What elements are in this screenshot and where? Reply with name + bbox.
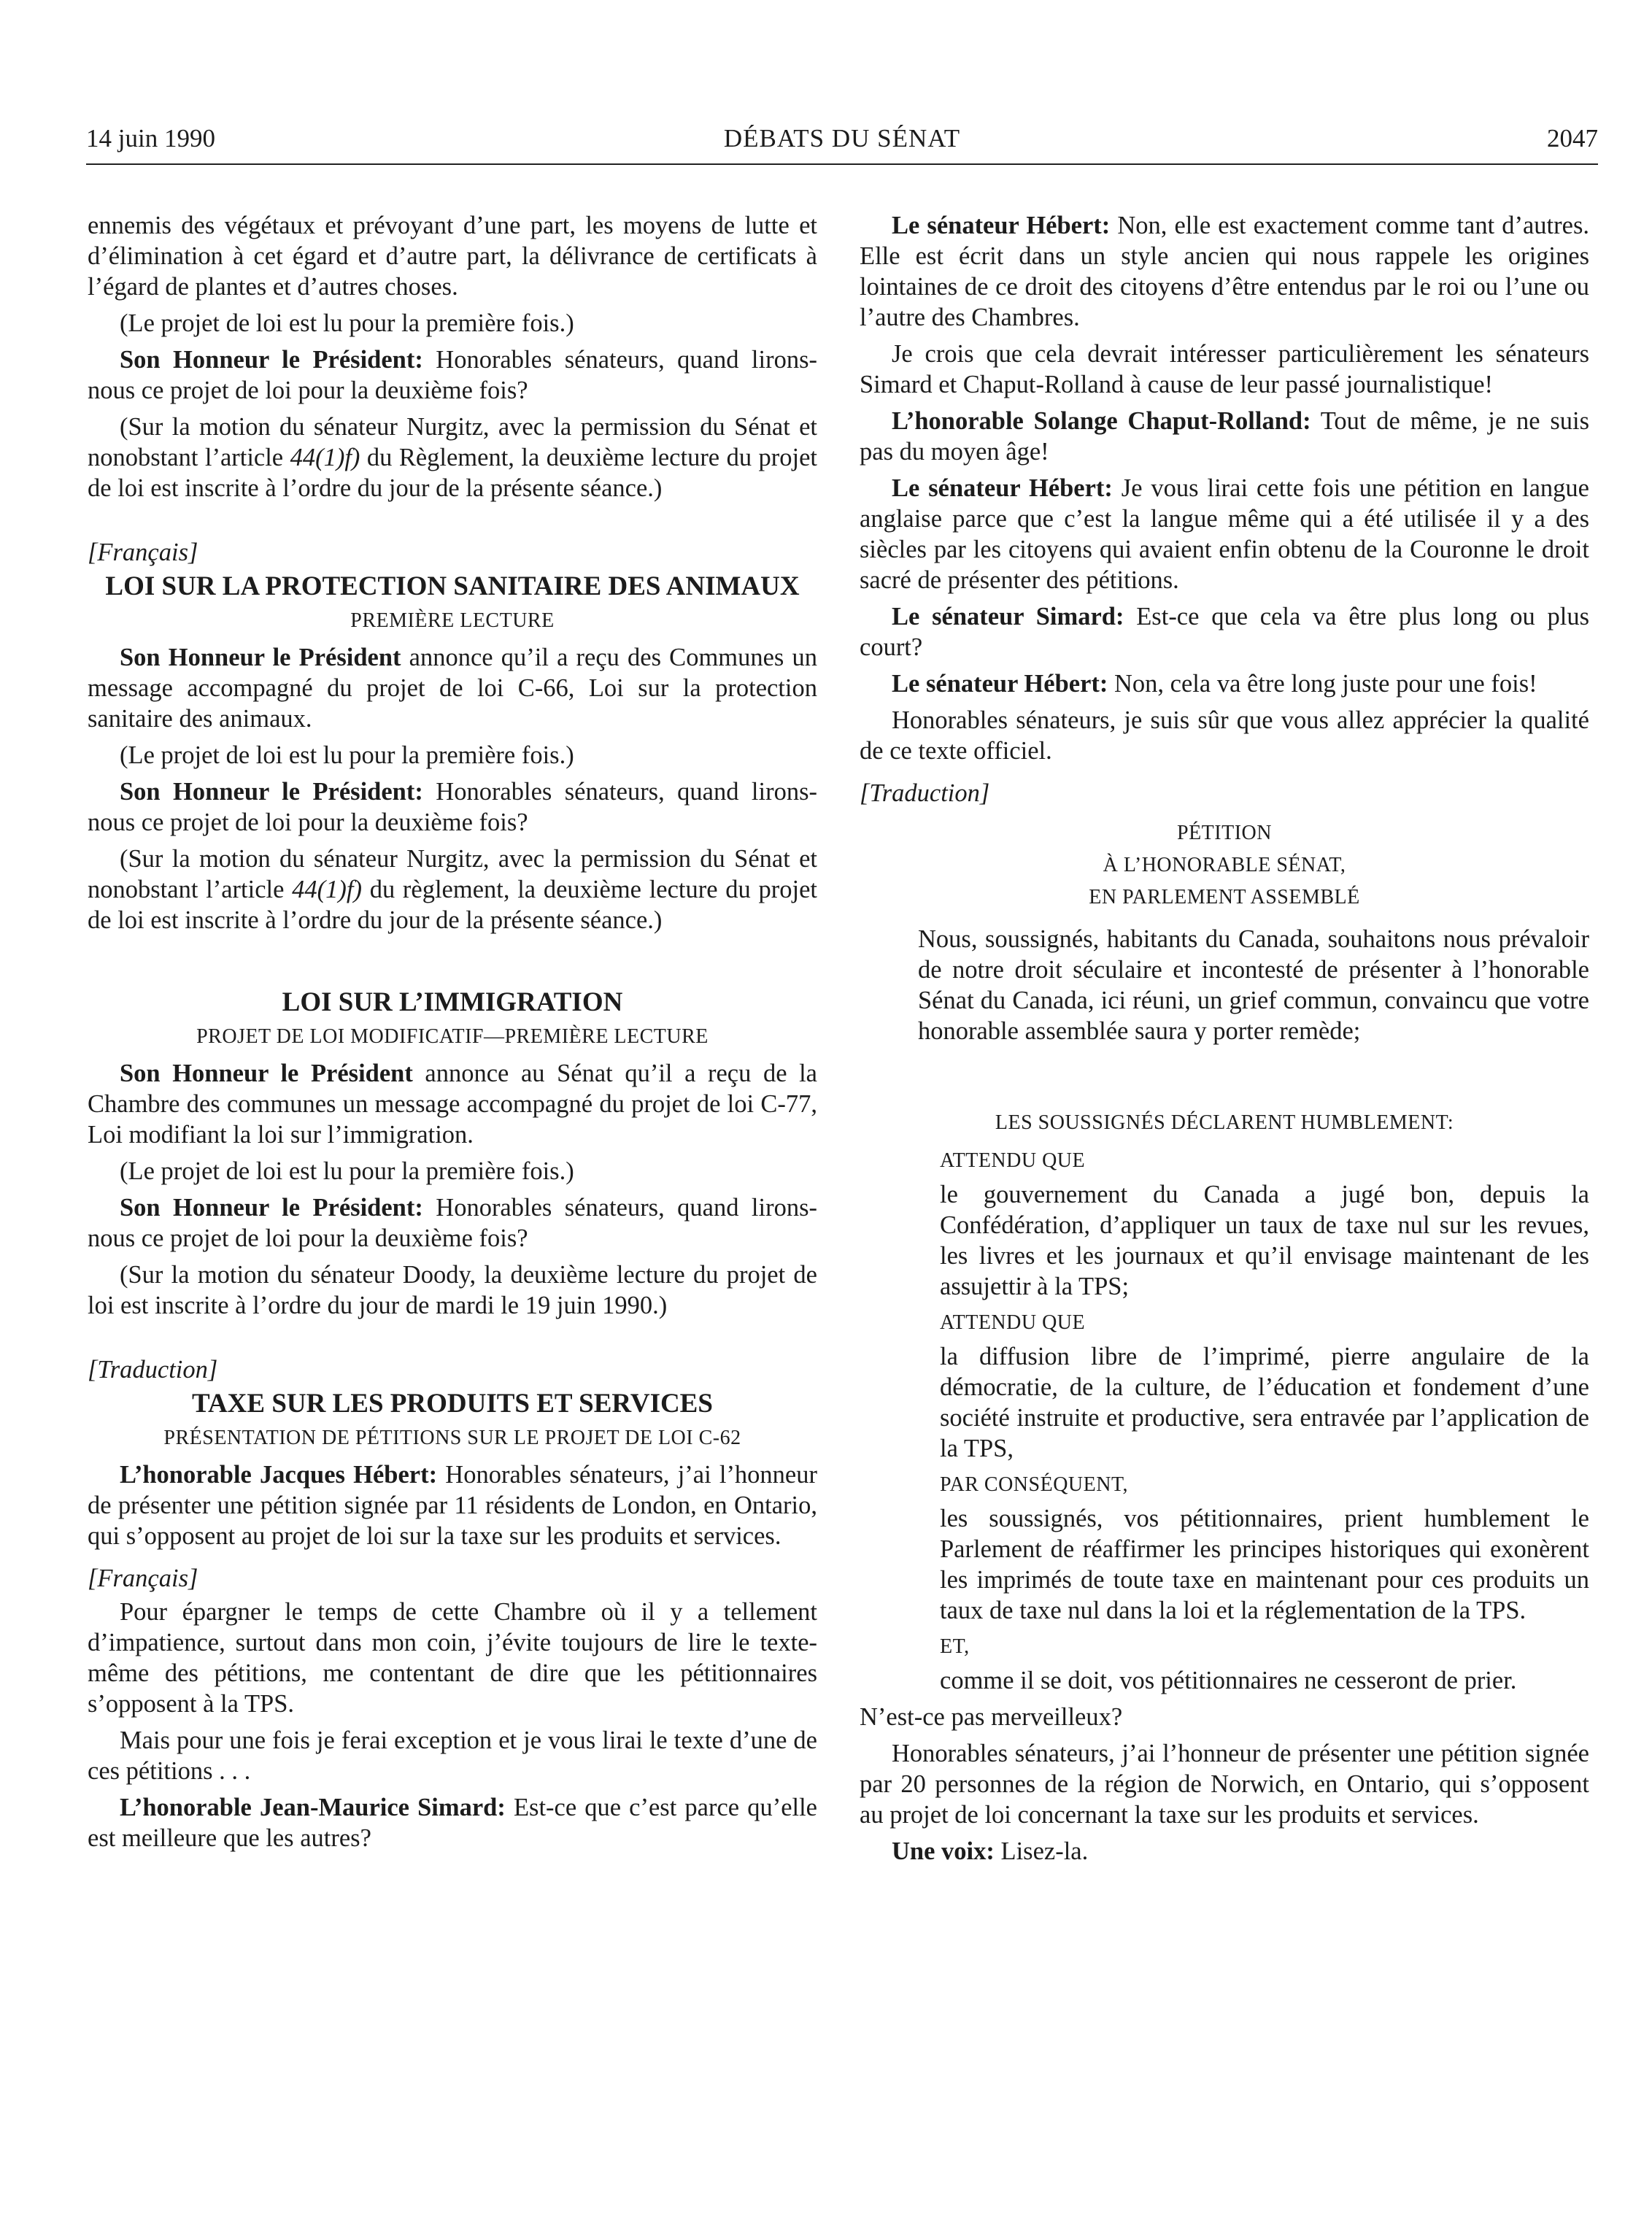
- speech-text: Est-ce que c’est parce qu’elle est meilleure que les autres?: [88, 1794, 817, 1852]
- paragraph: ennemis des végétaux et prévoyant d’une part, les moyens de lutte et d’élimination à cet égard et d’autre part, la délivrance de certificats à l’égard de plantes et d’autres choses.: [88, 212, 817, 301]
- speaker-name: L’honorable Jacques Hébert:: [120, 1461, 438, 1489]
- speech-text: Honorables sénateurs, quand lirons-nous ce projet de loi pour la deuxième fois?: [88, 346, 817, 404]
- speaker-name: Le sénateur Hébert:: [892, 670, 1108, 698]
- language-bracket: [Traduction]: [860, 779, 990, 807]
- paragraph: [88, 844, 817, 935]
- speaker-name: Son Honneur le Président: [120, 644, 401, 671]
- speaker-name: L’honorable Jean-Maurice Simard:: [120, 1794, 506, 1821]
- speaker-name: Le sénateur Hébert:: [892, 212, 1111, 239]
- rule-reference: 44(1)f): [290, 444, 360, 471]
- clause-label: PAR CONSÉQUENT,: [940, 1473, 1128, 1496]
- left-column: [88, 210, 817, 1859]
- paragraph: N’est-ce pas merveilleux?: [860, 1703, 1123, 1731]
- text-run: du Règlement, la deuxième lecture du projet de loi est inscrite à l’ordre du jour de la présente séance.): [88, 444, 818, 502]
- paragraph: [88, 344, 817, 406]
- rule-reference: 44(1)f): [292, 876, 362, 903]
- clause-label: ET,: [940, 1635, 970, 1658]
- section-title: TAXE SUR LES PRODUITS ET SERVICES: [192, 1389, 713, 1419]
- paragraph: [88, 1058, 817, 1150]
- speech-text: Lisez-la.: [994, 1837, 1089, 1865]
- speech-text: Non, cela va être long juste pour une fois!: [1108, 670, 1537, 698]
- paragraph: [860, 406, 1589, 467]
- paragraph: (Le projet de loi est lu pour la première fois.): [120, 741, 574, 769]
- speech-text: annonce au Sénat qu’il a reçu de la Chambre des communes un message accompagné du projet de loi C-77, Loi modifiant la loi sur l’immigration.: [88, 1060, 817, 1149]
- paragraph: (Le projet de loi est lu pour la première fois.): [120, 1157, 574, 1185]
- speaker-name: Son Honneur le Président:: [120, 1194, 423, 1222]
- text-run: du règlement, la deuxième lecture du projet de loi est inscrite à l’ordre du jour de la présente séance.): [88, 876, 817, 934]
- text-run: (Sur la motion du sénateur Nurgitz, avec la permission du Sénat et nonobstant l’article: [88, 413, 817, 471]
- section-title: LOI SUR LA PROTECTION SANITAIRE DES ANIMAUX: [105, 571, 800, 601]
- language-bracket: [Français]: [88, 539, 198, 566]
- speaker-name: Une voix:: [892, 1837, 995, 1865]
- header-date: 14 juin 1990: [86, 124, 215, 153]
- text-run: (Sur la motion du sénateur Nurgitz, avec la permission du Sénat et nonobstant l’article: [88, 845, 817, 903]
- paragraph: [88, 776, 817, 838]
- language-bracket: [Traduction]: [88, 1356, 218, 1384]
- paragraph: (Sur la motion du sénateur Doody, la deuxième lecture du projet de loi est inscrite à l’ordre du jour de mardi le 19 juin 1990.): [88, 1261, 817, 1319]
- paragraph: Pour épargner le temps de cette Chambre où il y a tellement d’impatience, surtout dans mon coin, j’évite toujours de lire le texte-même des pétitions, me contentant de dire que les pétitionnaires s’opposent à la TPS.: [88, 1598, 817, 1718]
- speech-text: Honorables sénateurs, quand lirons-nous ce projet de loi pour la deuxième fois?: [88, 1194, 817, 1252]
- paragraph: Mais pour une fois je ferai exception et je vous lirai le texte d’une de ces pétitions . . .: [88, 1726, 817, 1785]
- section-subtitle: PREMIÈRE LECTURE: [350, 609, 555, 632]
- speaker-name: Son Honneur le Président: [120, 1060, 413, 1087]
- paragraph: [860, 601, 1589, 663]
- paragraph: (Le projet de loi est lu pour la première fois.): [120, 309, 574, 337]
- speech-text: annonce qu’il a reçu des Communes un message accompagné du projet de loi C-66, Loi sur la protection sanitaire des animaux.: [88, 644, 817, 733]
- clause-label: ATTENDU QUE: [940, 1149, 1086, 1172]
- paragraph: Honorables sénateurs, je suis sûr que vous allez apprécier la qualité de ce texte officiel.: [860, 706, 1589, 765]
- speaker-name: L’honorable Solange Chaput-Rolland:: [892, 407, 1311, 435]
- paragraph: [860, 668, 1589, 699]
- speech-text: Honorables sénateurs, quand lirons-nous ce projet de loi pour la deuxième fois?: [88, 778, 817, 836]
- petition-declaration: LES SOUSSIGNÉS DÉCLARENT HUMBLEMENT:: [995, 1111, 1454, 1134]
- speech-text: Je vous lirai cette fois une pétition en langue anglaise parce que c’est la langue même qui a été utilisée il y a des siècles par les citoyens qui avaient enfin obtenu de la Couronne le droit sacré de présenter des pétitions.: [860, 474, 1589, 594]
- section-title: LOI SUR L’IMMIGRATION: [282, 987, 623, 1017]
- petition-heading: PÉTITION: [1177, 822, 1272, 844]
- speaker-name: Son Honneur le Président:: [120, 778, 423, 806]
- paragraph: [88, 642, 817, 734]
- petition-heading: À L’HONORABLE SÉNAT,: [1103, 854, 1346, 876]
- paragraph: [88, 1192, 817, 1254]
- petition-clause: les soussignés, vos pétitionnaires, prient humblement le Parlement de réaffirmer les principes historiques qui exonèrent les imprimés de toute taxe en maintenant pour ces produits un taux de taxe nul dans la loi et la réglementation de la TPS.: [940, 1505, 1589, 1624]
- paragraph: Honorables sénateurs, j’ai l’honneur de présenter une pétition signée par 20 personnes de la région de Norwich, en Ontario, qui s’opposent au projet de loi concernant la taxe sur les produits et services.: [860, 1740, 1589, 1829]
- speaker-name: Le sénateur Simard:: [892, 603, 1124, 630]
- paragraph: Je crois que cela devrait intéresser particulièrement les sénateurs Simard et Chaput-Rolland à cause de leur passé journalistique!: [860, 340, 1589, 398]
- petition-heading: EN PARLEMENT ASSEMBLÉ: [1089, 886, 1360, 908]
- petition-clause: comme il se doit, vos pétitionnaires ne cesseront de prier.: [940, 1667, 1517, 1694]
- right-column: [860, 210, 1589, 1872]
- section-subtitle: PROJET DE LOI MODIFICATIF—PREMIÈRE LECTURE: [196, 1025, 709, 1048]
- page-header: [86, 124, 1598, 165]
- page-number: 2047: [1547, 124, 1598, 153]
- speech-text: Non, elle est exactement comme tant d’autres. Elle est écrit dans un style ancien qui nous rappele les origines lointaines de ce droit des citoyens d’être entendus par le roi ou l’une ou l’autre des Chambres.: [860, 212, 1589, 331]
- paragraph: [88, 1792, 817, 1853]
- header-title: DÉBATS DU SÉNAT: [723, 124, 961, 153]
- speech-text: Tout de même, je ne suis pas du moyen âge!: [860, 407, 1590, 466]
- speaker-name: Le sénateur Hébert:: [892, 474, 1113, 502]
- paragraph: [860, 1836, 1589, 1867]
- speech-text: Honorables sénateurs, j’ai l’honneur de présenter une pétition signée par 11 résidents de London, en Ontario, qui s’opposent au projet de loi sur la taxe sur les produits et services.: [88, 1461, 817, 1550]
- petition-body: Nous, soussignés, habitants du Canada, souhaitons nous prévaloir de notre droit séculaire et incontesté de présenter à l’honorable Sénat du Canada, ici réuni, un grief commun, convaincu que votre honorable assemblée saura y porter remède;: [918, 925, 1589, 1045]
- petition-clause: le gouvernement du Canada a jugé bon, depuis la Confédération, d’appliquer un taux de taxe nul sur les revues, les livres et les journaux et qu’il envisage maintenant de les assujettir à la TPS;: [940, 1181, 1589, 1300]
- speech-text: Est-ce que cela va être plus long ou plus court?: [860, 603, 1590, 661]
- clause-label: ATTENDU QUE: [940, 1311, 1086, 1334]
- petition-clause: la diffusion libre de l’imprimé, pierre angulaire de la démocratie, de la culture, de l’éducation et fondement d’une société instruite et productive, sera entravée par l’application de la TPS,: [940, 1343, 1589, 1462]
- section-subtitle: PRÉSENTATION DE PÉTITIONS SUR LE PROJET DE LOI C-62: [163, 1427, 741, 1449]
- speaker-name: Son Honneur le Président:: [120, 346, 423, 374]
- language-bracket: [Français]: [88, 1565, 198, 1592]
- paragraph: [88, 412, 817, 504]
- paragraph: [88, 1459, 817, 1551]
- paragraph: [860, 473, 1589, 595]
- paragraph: [860, 210, 1589, 333]
